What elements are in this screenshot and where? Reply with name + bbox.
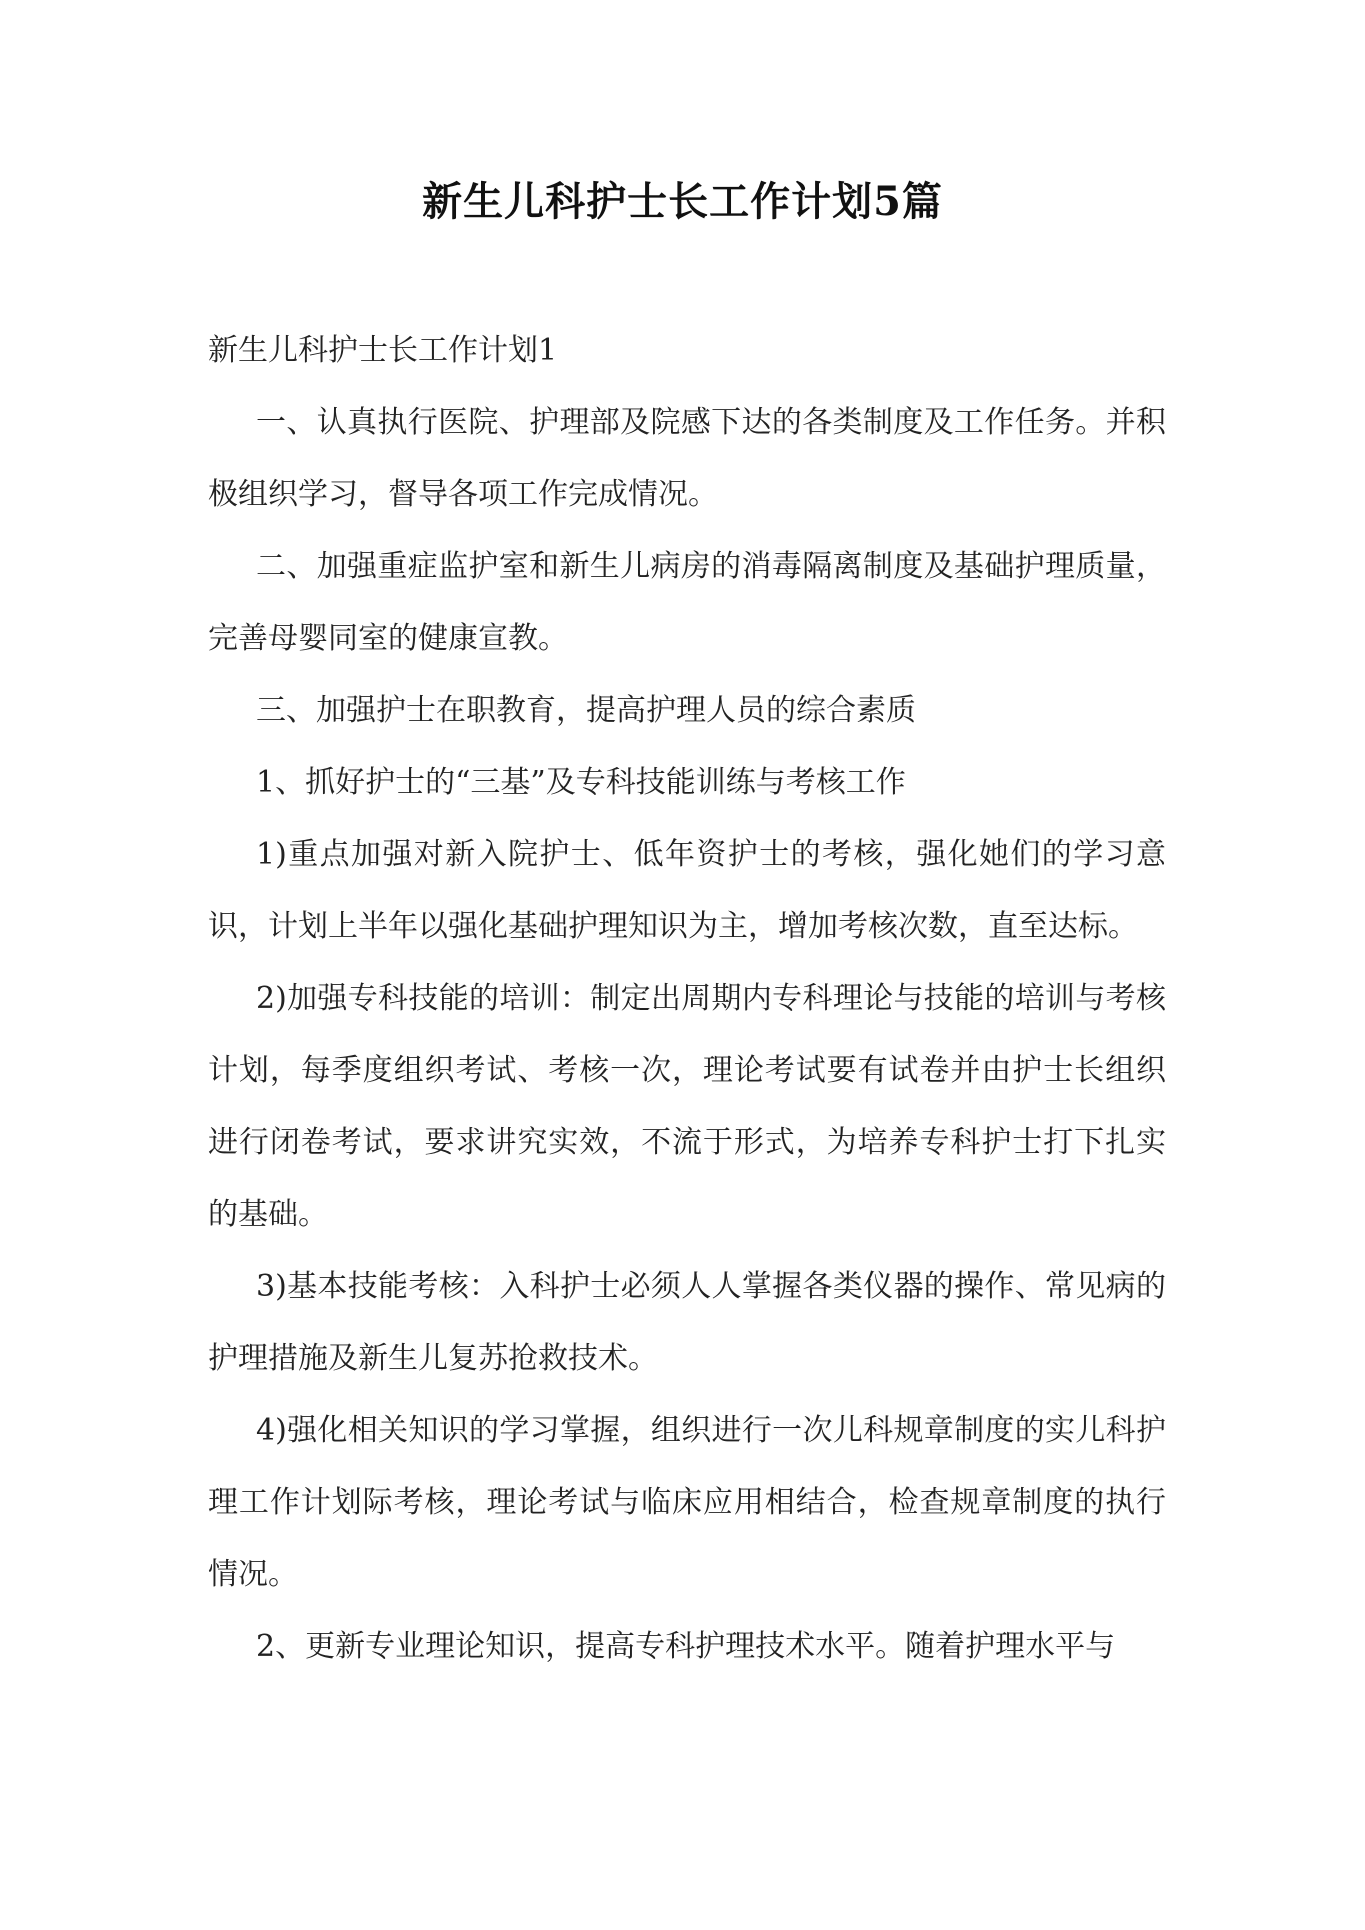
paragraph-2: 二、加强重症监护室和新生儿病房的消毒隔离制度及基础护理质量，完善母婴同室的健康宣教。 (208, 549, 1166, 656)
paragraph-3: 三、加强护士在职教育，提高护理人员的综合素质 (256, 693, 916, 728)
paragraph-6: 2)加强专科技能的培训：制定出周期内专科理论与技能的培训与考核计划，每季度组织考试、考核一次，理论考试要有试卷并由护士长组织进行闭卷考试，要求讲究实效，不流于形式，为培养专科护士打下扎实的基础。 (208, 981, 1166, 1232)
section-heading: 新生儿科护士长工作计划1 (208, 333, 558, 368)
document-title: 新生儿科护士长工作计划5篇 (422, 178, 943, 225)
paragraph-8: 4)强化相关知识的学习掌握，组织进行一次儿科规章制度的实儿科护理工作计划际考核，理论考试与临床应用相结合，检查规章制度的执行情况。 (208, 1413, 1166, 1592)
document-body (208, 315, 1166, 1683)
paragraph-9: 2、更新专业理论知识，提高专科护理技术水平。随着护理水平与 (256, 1629, 1116, 1664)
paragraph-5: 1)重点加强对新入院护士、低年资护士的考核，强化她们的学习意识，计划上半年以强化基础护理知识为主，增加考核次数，直至达标。 (208, 837, 1166, 944)
paragraph-4: 1、抓好护士的“三基”及专科技能训练与考核工作 (256, 765, 906, 800)
paragraph-1: 一、认真执行医院、护理部及院感下达的各类制度及工作任务。并积极组织学习，督导各项工作完成情况。 (208, 405, 1166, 512)
paragraph-7: 3)基本技能考核：入科护士必须人人掌握各类仪器的操作、常见病的护理措施及新生儿复苏抢救技术。 (208, 1269, 1166, 1376)
